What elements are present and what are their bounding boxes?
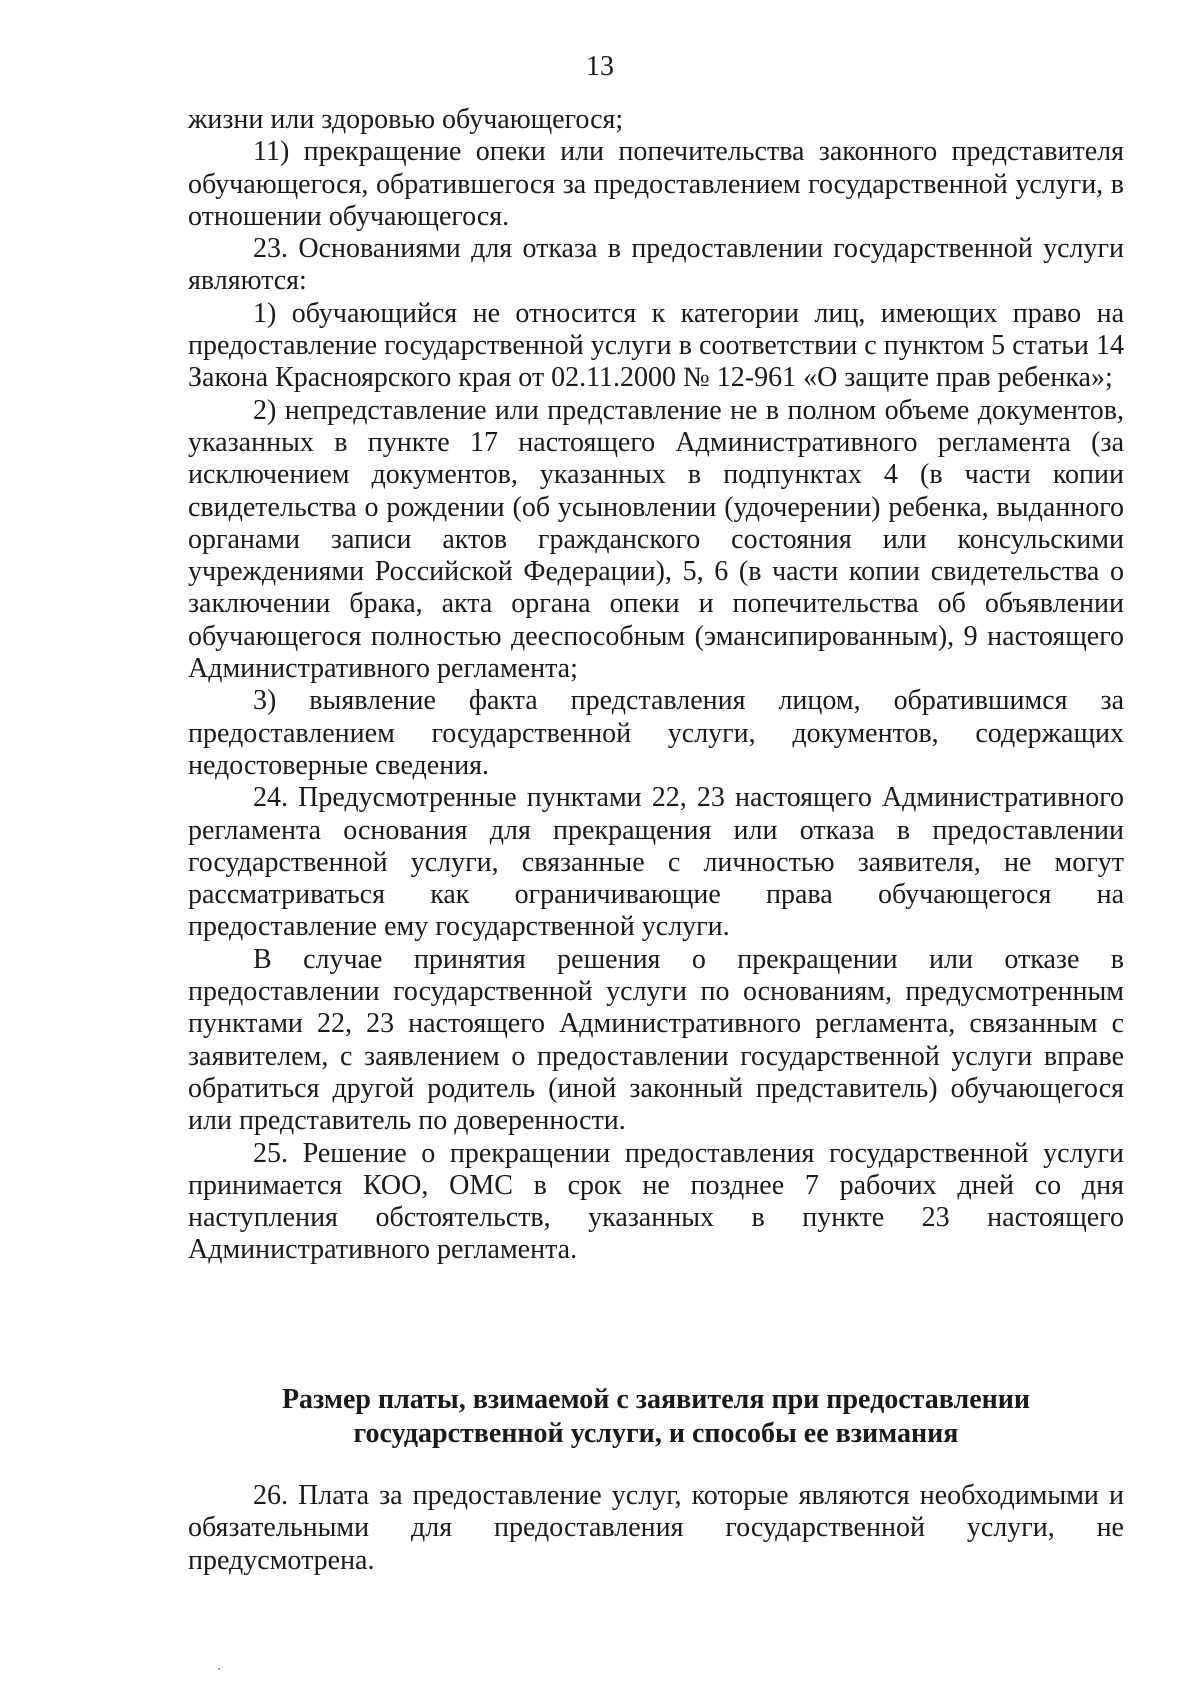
paragraph-continuation: жизни или здоровью обучающегося;	[188, 104, 624, 135]
section-heading-line-2: государственной услуги, и способы ее взимания	[353, 1418, 959, 1449]
section-heading	[188, 1383, 1124, 1451]
paragraph-23: 23. Основаниями для отказа в предоставлении государственной услуги являются:	[188, 233, 1124, 297]
page-number: 13	[586, 51, 614, 82]
section-body	[188, 1480, 1124, 1577]
paragraph-item-11: 11) прекращение опеки или попечительства законного представителя обучающегося, обратившегося за предоставлением государственной услуги, в отношении обучающегося.	[188, 136, 1124, 232]
document-body	[188, 104, 1124, 1267]
paragraph-23-item-3: 3) выявление факта представления лицом, обратившимся за предоставлением государственной услуги, документов, содержащих недостоверные сведения.	[188, 685, 1124, 781]
paragraph-24-continued: В случае принятия решения о прекращении или отказе в предоставлении государственной услуги по основаниям, предусмотренным пунктами 22, 23 настоящего Административного регламента, связанным с заявителем, с заявлением о предоставлении государственной услуги вправе обратиться другой родитель (иной законный представитель) обучающегося или представитель по доверенности.	[188, 943, 1124, 1137]
paragraph-24: 24. Предусмотренные пунктами 22, 23 настоящего Административного регламента основания для прекращения или отказа в предоставлении государственной услуги, связанные с личностью заявителя, не могут рассматриваться как ограничивающие права обучающегося на предоставление ему государственной услуги.	[188, 782, 1124, 943]
paragraph-23-item-2: 2) непредставление или представление не в полном объеме документов, указанных в пункте 17 настоящего Административного регламента (за исключением документов, указанных в подпунктах 4 (в части копии свидетельства о рождении (об усыновлении (удочерении) ребенка, выданного органами записи актов гражданского состояния или консульскими учреждениями Российской Федерации), 5, 6 (в части копии свидетельства о заключении брака, акта органа опеки и попечительства об объявлении обучающегося полностью дееспособным (эмансипированным), 9 настоящего Административного регламента;	[188, 394, 1124, 685]
paragraph-23-item-1: 1) обучающийся не относится к категории лиц, имеющих право на предоставление государственной услуги в соответствии с пунктом 5 статьи 14 Закона Красноярского края от 02.11.2000 № 12-961 «О защите прав ребенка»;	[188, 297, 1124, 394]
section-heading-line-1: Размер платы, взимаемой с заявителя при предоставлении	[281, 1384, 1031, 1415]
scan-artifact	[218, 1668, 220, 1670]
paragraph-26: 26. Плата за предоставление услуг, которые являются необходимыми и обязательными для предоставления государственной услуги, не предусмотрена.	[188, 1480, 1124, 1576]
paragraph-25: 25. Решение о прекращении предоставления государственной услуги принимается КОО, ОМС в срок не позднее 7 рабочих дней со дня наступления обстоятельств, указанных в пункте 23 настоящего Административного регламента.	[188, 1137, 1124, 1266]
